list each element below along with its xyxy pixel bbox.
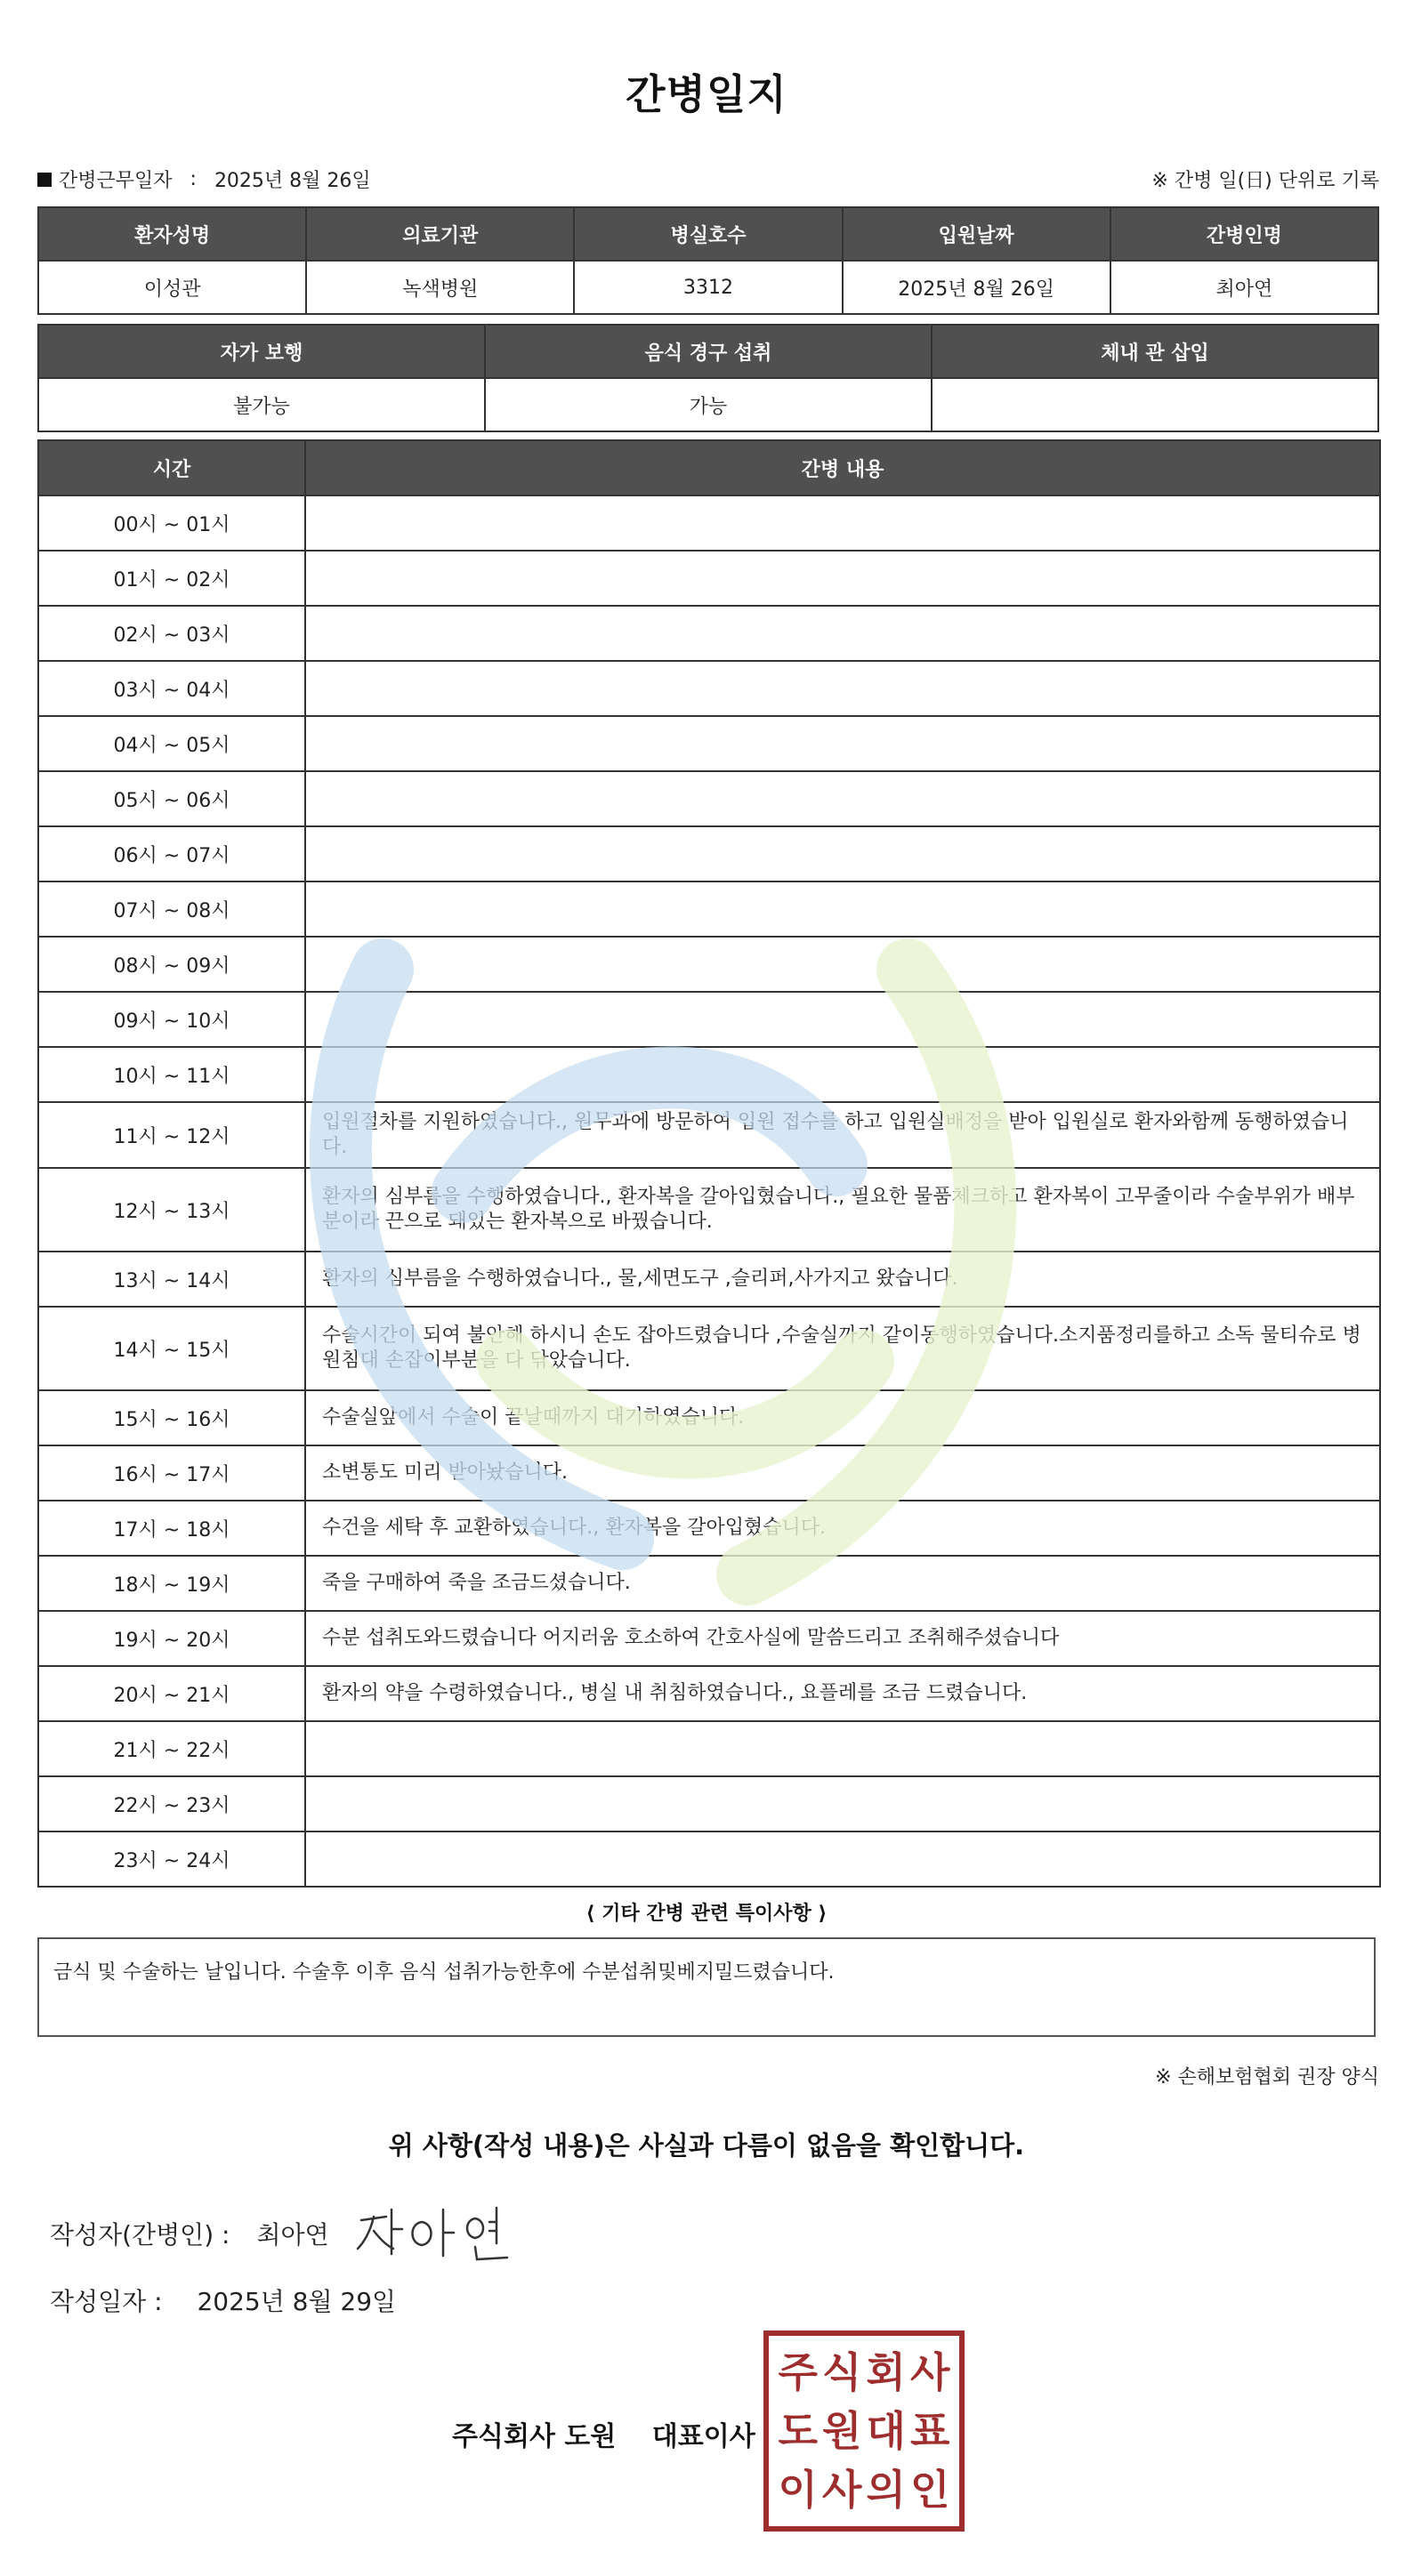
log-header-row <box>38 440 1380 495</box>
status-value-row <box>38 378 1378 431</box>
log-time: 20시 ~ 21시 <box>38 1666 305 1721</box>
written-date-value: 2025년 8월 29일 <box>197 2287 397 2316</box>
header-care-content: 간병 내용 <box>305 440 1380 495</box>
author-name: 최아연 <box>256 2220 329 2250</box>
log-content <box>305 881 1380 937</box>
log-content <box>305 495 1380 551</box>
log-row <box>38 661 1380 716</box>
log-time: 22시 ~ 23시 <box>38 1776 305 1831</box>
log-row <box>38 1047 1380 1102</box>
seal-char: 원 <box>822 2407 862 2455</box>
seal-char: 사 <box>910 2348 950 2396</box>
log-time: 13시 ~ 14시 <box>38 1252 305 1307</box>
seal-char: 이 <box>778 2466 818 2514</box>
log-row <box>38 716 1380 771</box>
work-date-label: 간병근무일자 <box>59 170 173 192</box>
log-time: 18시 ~ 19시 <box>38 1556 305 1611</box>
company-row <box>452 2414 755 2453</box>
log-time: 06시 ~ 07시 <box>38 826 305 881</box>
info-header-row <box>38 207 1378 261</box>
log-content: 환자의 약을 수령하였습니다., 병실 내 취침하였습니다., 요플레를 조금 드렸습니다. <box>305 1666 1380 1721</box>
log-time: 10시 ~ 11시 <box>38 1047 305 1102</box>
log-row <box>38 495 1380 551</box>
log-content <box>305 1831 1380 1887</box>
log-time: 05시 ~ 06시 <box>38 771 305 826</box>
log-content <box>305 551 1380 606</box>
patient-name-value: 이성관 <box>38 261 306 314</box>
seal-char: 사 <box>822 2466 862 2514</box>
admission-date-value: 2025년 8월 26일 <box>843 261 1110 314</box>
log-time: 03시 ~ 04시 <box>38 661 305 716</box>
log-time: 00시 ~ 01시 <box>38 495 305 551</box>
log-content <box>305 937 1380 992</box>
patient-info-table <box>37 206 1379 315</box>
tube-insertion-value <box>932 378 1378 431</box>
log-time: 09시 ~ 10시 <box>38 992 305 1047</box>
seal-char: 도 <box>778 2407 818 2455</box>
log-content <box>305 826 1380 881</box>
log-content <box>305 992 1380 1047</box>
log-row <box>38 937 1380 992</box>
author-row <box>50 2202 529 2265</box>
log-row <box>38 771 1380 826</box>
log-row <box>38 1445 1380 1501</box>
page-title: 간병일지 <box>626 70 787 118</box>
log-content: 입원절차를 지원하였습니다., 원무과에 방문하여 입원 접수를 하고 입원실배정을 받아 입원실로 환자와함께 동행하였습니다. <box>305 1102 1380 1168</box>
log-row <box>38 1611 1380 1666</box>
log-content <box>305 716 1380 771</box>
log-time: 19시 ~ 20시 <box>38 1611 305 1666</box>
log-time: 16시 ~ 17시 <box>38 1445 305 1501</box>
seal-char: 식 <box>822 2348 862 2396</box>
log-row <box>38 1831 1380 1887</box>
log-content: 환자의 심부름을 수행하였습니다., 환자복을 갈아입혔습니다., 필요한 물품체크하고 환자복이 고무줄이라 수술부위가 배부분이라 끈으로 돼있는 환자복으로 바꿨습니다. <box>305 1168 1380 1252</box>
log-time: 21시 ~ 22시 <box>38 1721 305 1776</box>
log-row <box>38 1102 1380 1168</box>
log-time: 11시 ~ 12시 <box>38 1102 305 1168</box>
work-date-block <box>37 165 371 193</box>
log-row <box>38 1390 1380 1445</box>
log-time: 17시 ~ 18시 <box>38 1501 305 1556</box>
log-row <box>38 826 1380 881</box>
header-time: 시간 <box>38 440 305 495</box>
log-content: 환자의 심부름을 수행하였습니다., 물,세면도구 ,슬리퍼,사가지고 왔습니다. <box>305 1252 1380 1307</box>
form-note: ※ 손해보험협회 권장 양식 <box>1155 2066 1379 2089</box>
log-time: 12시 ~ 13시 <box>38 1168 305 1252</box>
header-hospital: 의료기관 <box>306 207 574 261</box>
info-value-row <box>38 261 1378 314</box>
log-content <box>305 661 1380 716</box>
status-header-row <box>38 325 1378 378</box>
confirmation-statement: 위 사항(작성 내용)은 사실과 다름이 없음을 확인합니다. <box>388 2130 1025 2161</box>
log-time: 02시 ~ 03시 <box>38 606 305 661</box>
seal-char: 주 <box>778 2348 818 2396</box>
written-date-row <box>50 2282 396 2318</box>
meta-row <box>37 162 1379 194</box>
log-content <box>305 771 1380 826</box>
log-time: 04시 ~ 05시 <box>38 716 305 771</box>
log-row <box>38 992 1380 1047</box>
log-content <box>305 1047 1380 1102</box>
log-row <box>38 1501 1380 1556</box>
log-content <box>305 1721 1380 1776</box>
seal-char: 회 <box>866 2348 906 2396</box>
log-content: 수술시간이 되여 불안해 하시니 손도 잡아드렸습니다 ,수술실까지 같이동행하였습니다.소지품정리를하고 소독 물티슈로 병원침대 손잡이부분을 다 닦았습니다. <box>305 1307 1380 1390</box>
work-date-separator: : <box>190 168 197 190</box>
log-row <box>38 606 1380 661</box>
log-content: 수술실앞에서 수술이 끝날때까지 대기하였습니다. <box>305 1390 1380 1445</box>
oral-intake-value: 가능 <box>485 378 932 431</box>
header-walking: 자가 보행 <box>38 325 485 378</box>
log-time: 14시 ~ 15시 <box>38 1307 305 1390</box>
special-notes-box: 금식 및 수술하는 날입니다. 수술후 이후 음식 섭취가능한후에 수분섭취및베지밀드렸습니다. <box>37 1937 1376 2037</box>
log-row <box>38 1721 1380 1776</box>
company-name: 주식회사 도원 <box>452 2421 617 2452</box>
care-log-table <box>37 439 1381 1888</box>
log-row <box>38 881 1380 937</box>
log-time: 23시 ~ 24시 <box>38 1831 305 1887</box>
room-number-value: 3312 <box>574 261 842 314</box>
patient-status-table <box>37 324 1379 432</box>
log-time: 15시 ~ 16시 <box>38 1390 305 1445</box>
log-row <box>38 1168 1380 1252</box>
log-content: 수분 섭취도와드렸습니다 어지러움 호소하여 간호사실에 말씀드리고 조취해주셨습니다 <box>305 1611 1380 1666</box>
log-content <box>305 1776 1380 1831</box>
company-seal-stamp <box>763 2330 965 2532</box>
seal-characters <box>776 2343 952 2519</box>
log-content: 죽을 구매하여 죽을 조금드셨습니다. <box>305 1556 1380 1611</box>
log-row <box>38 1307 1380 1390</box>
work-date-value: 2025년 8월 26일 <box>214 170 371 192</box>
log-content <box>305 606 1380 661</box>
seal-char: 표 <box>910 2407 950 2455</box>
log-row <box>38 1666 1380 1721</box>
header-tube-insertion: 체내 관 삽입 <box>932 325 1378 378</box>
log-time: 08시 ~ 09시 <box>38 937 305 992</box>
walking-value: 불가능 <box>38 378 485 431</box>
log-content: 수건을 세탁 후 교환하였습니다., 환자복을 갈아입혔습니다. <box>305 1501 1380 1556</box>
header-room-number: 병실호수 <box>574 207 842 261</box>
caregiver-name-value: 최아연 <box>1110 261 1378 314</box>
log-content: 소변통도 미리 받아놨습니다. <box>305 1445 1380 1501</box>
log-row <box>38 1252 1380 1307</box>
log-time: 01시 ~ 02시 <box>38 551 305 606</box>
handwritten-signature <box>351 2202 529 2265</box>
header-admission-date: 입원날짜 <box>843 207 1110 261</box>
header-oral-intake: 음식 경구 섭취 <box>485 325 932 378</box>
author-label: 작성자(간병인) : <box>50 2220 230 2250</box>
log-row <box>38 551 1380 606</box>
seal-char: 인 <box>910 2466 950 2514</box>
hospital-value: 녹색병원 <box>306 261 574 314</box>
log-row <box>38 1556 1380 1611</box>
log-time: 07시 ~ 08시 <box>38 881 305 937</box>
square-bullet-icon <box>37 173 52 187</box>
seal-char: 대 <box>866 2407 906 2455</box>
seal-char: 의 <box>866 2466 906 2514</box>
written-date-label: 작성일자 : <box>50 2287 163 2316</box>
special-notes-title: ⟨ 기타 간병 관련 특이사항 ⟩ <box>585 1903 828 1925</box>
log-row <box>38 1776 1380 1831</box>
representative-title: 대표이사 <box>651 2421 755 2452</box>
unit-note: ※ 간병 일(日) 단위로 기록 <box>1151 170 1379 192</box>
header-caregiver-name: 간병인명 <box>1110 207 1378 261</box>
header-patient-name: 환자성명 <box>38 207 306 261</box>
